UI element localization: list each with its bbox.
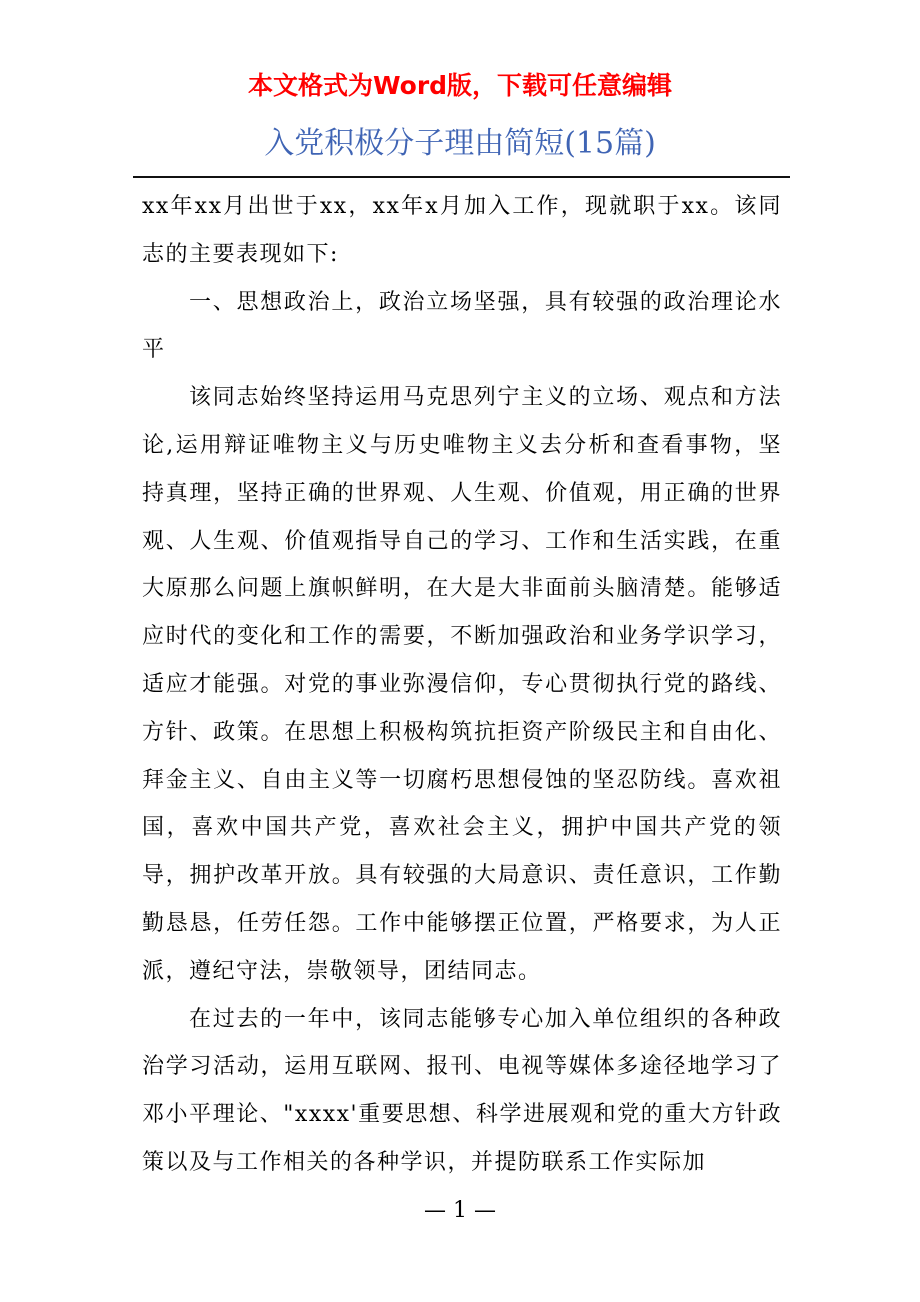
page-number: — 1 —	[424, 1198, 496, 1223]
section-heading-political: 一、思想政治上，政治立场坚强，具有较强的政治理论水平	[142, 289, 782, 363]
title-divider	[133, 176, 790, 178]
intro-paragraph: xx年xx月出世于xx，xx年x月加入工作，现就职于xx。该同志的主要表现如下:	[142, 194, 782, 267]
document-body	[142, 183, 782, 1187]
political-stance-paragraph: 该同志始终坚持运用马克思列宁主义的立场、观点和方法论,运用辩证唯物主义与历史唯物主义去分析和查看事物，坚持真理，坚持正确的世界观、人生观、价值观，用正确的世界观、人生观、价值观指导自己的学习、工作和生活实践，在重大原那么问题上旗帜鲜明，在大是大非面前头脑清楚。能够适应时代的变化和工作的需要，不断加强政治和业务学识学习，适应才能强。对党的事业弥漫信仰，专心贯彻执行党的路线、方针、政策。在思想上积极构筑抗拒资产阶级民主和自由化、拜金主义、自由主义等一切腐朽思想侵蚀的坚忍防线。喜欢祖国，喜欢中国共产党，喜欢社会主义，拥护中国共产党的领导，拥护改革开放。具有较强的大局意识、责任意识，工作勤勤恳恳，任劳任怨。工作中能够摆正位置，严格要求，为人正派，遵纪守法，崇敬领导，团结同志。	[142, 385, 782, 984]
format-notice-banner: 本文格式为Word版，下载可任意编辑	[247, 71, 673, 100]
document-title: 入党积极分子理由简短(15篇)	[264, 126, 656, 161]
study-activities-paragraph: 在过去的一年中，该同志能够专心加入单位组织的各种政治学习活动，运用互联网、报刊、电视等媒体多途径地学习了邓小平理论、"xxxx'重要思想、科学进展观和党的重大方针政策以及与工作相关的各种学识，并提防联系工作实际加	[142, 1006, 782, 1175]
